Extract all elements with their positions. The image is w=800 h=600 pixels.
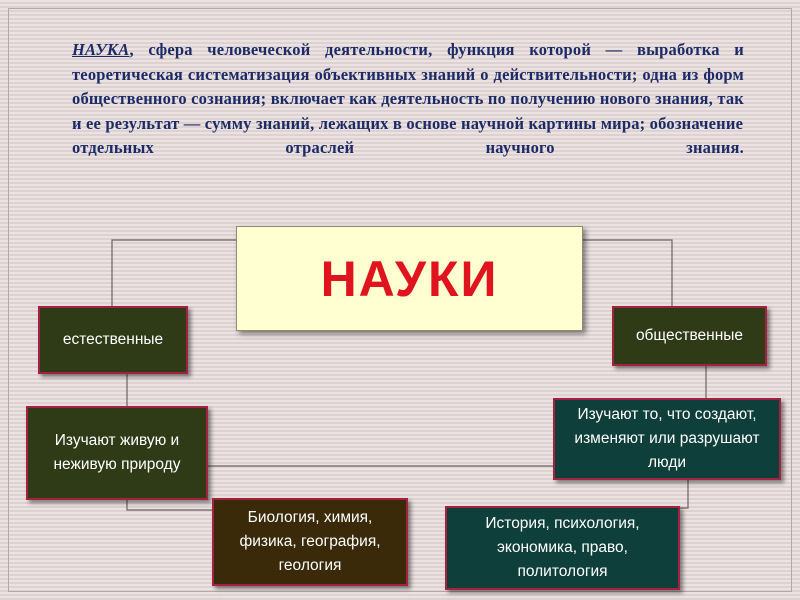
social-examples-box — [445, 506, 680, 590]
connector-title-natural — [112, 240, 236, 306]
definition-last-line: отдельных отраслей научного знания. — [72, 138, 744, 157]
connector-social-examples — [680, 480, 688, 508]
connector-natural-examples — [127, 500, 212, 510]
social-studies-box — [553, 398, 781, 480]
natural-sciences-label: естественные — [62, 331, 164, 348]
natural-sciences-box — [38, 306, 188, 374]
natural-studies-box — [26, 406, 208, 500]
social-examples-text: История, психология, экономика, право, политология — [485, 515, 640, 580]
natural-examples-box — [212, 498, 408, 586]
natural-examples-text: Биология, химия, физика, география, геология — [239, 509, 381, 574]
social-sciences-label: общественные — [635, 327, 744, 344]
social-sciences-box — [612, 306, 767, 366]
sciences-title: НАУКИ — [320, 250, 499, 307]
sciences-title-box — [236, 226, 583, 331]
definition-term: НАУКА — [72, 40, 130, 59]
definition-body: , сфера человеческой деятельности, функция которой — выработка и теоретическая систематизация объективных знаний о действительности; одна из форм общественного сознания; включает как деятельность по получению нового знания, так и ее результат — сумму знаний, лежащих в основе научной картины мира; обозначение — [72, 40, 744, 133]
social-studies-text: Изучают то, что создают, изменяют или разрушают люди — [574, 406, 760, 471]
connector-title-social — [583, 240, 672, 306]
natural-studies-text: Изучают живую и неживую природу — [53, 432, 181, 473]
